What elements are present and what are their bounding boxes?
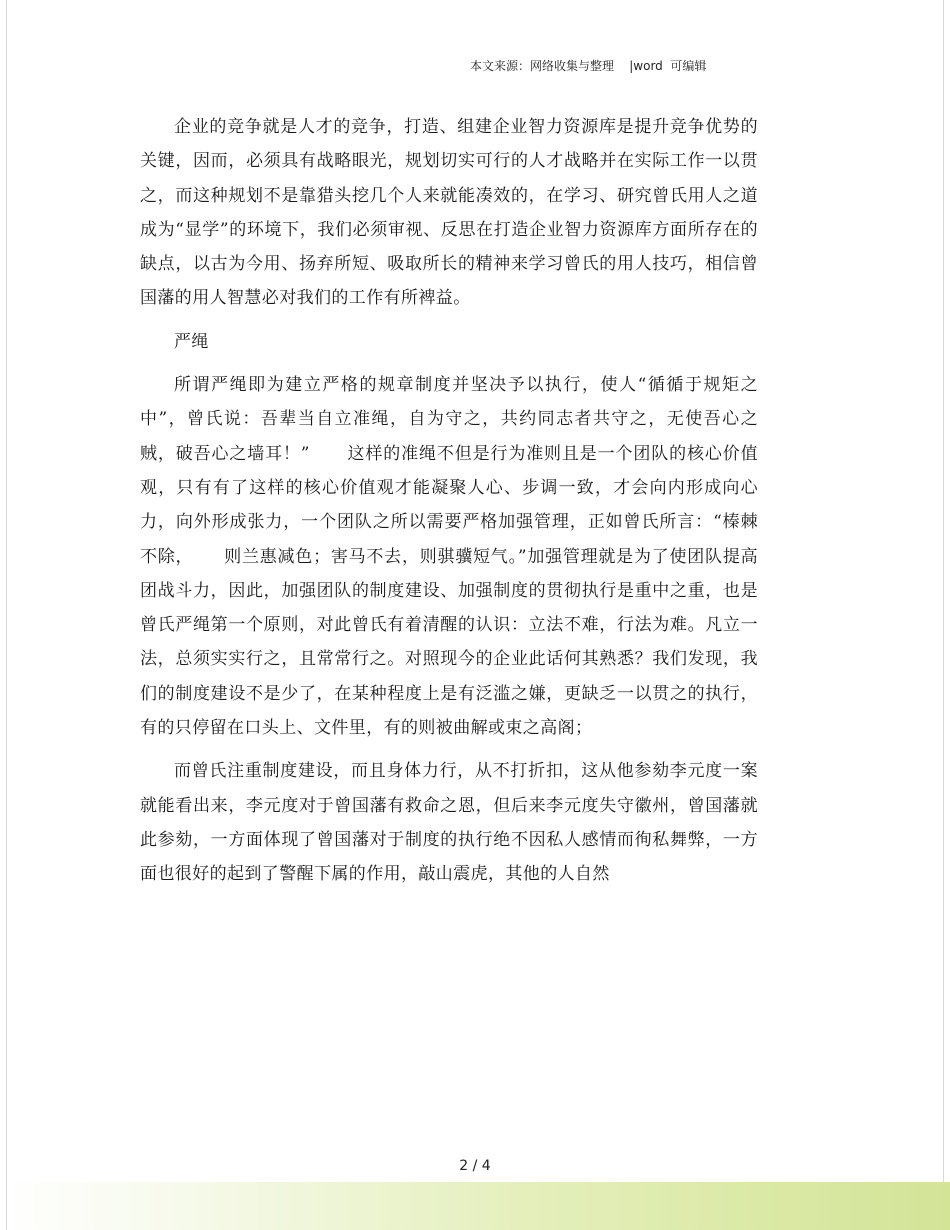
footer-decoration <box>0 1182 950 1230</box>
paragraph-yansheng: 所谓严绳即为建立严格的规章制度并坚决予以执行，使人“循循于规矩之中”，曾氏说：吾辈当自立准绳，自为守之，共约同志者共守之，无使吾心之贼，破吾心之墙耳！” 这样的准绳不但是行为准则且是一个团队的核心价值观，只有有了这样的核心价值观才能凝聚人心、步调一致，才会向内形成向心力，向外形成张力，一个团队之所以需要严格加强管理，正如曾氏所言：“榛棘不除， 则兰惠减色；害马不去，则骐骥短气。”加强管理就是为了使团队提高团战斗力，因此，加强团队的制度建设、加强制度的贯彻执行是重中之重，也是曾氏严绳第一个原则，对此曾氏有着清醒的认识：立法不难，行法为难。凡立一法，总须实实行之，且常常行之。对照现今的企业此话何其熟悉？我们发现，我们的制度建设不是少了，在某种程度上是有泛滥之嫌，更缺乏一以贯之的执行，有的只停留在口头上、文件里，有的则被曲解或束之高阁； <box>140 375 758 739</box>
source-note: 本文来源：网络收集与整理 |word 可编辑 <box>470 59 707 73</box>
page-edge-left <box>6 0 7 1230</box>
section-heading-yansheng: 严绳 <box>174 331 209 352</box>
page-edge-right <box>943 0 944 1230</box>
paragraph-li-yuandu: 而曾氏注重制度建设，而且身体力行，从不打折扣，这从他参劾李元度一案就能看出来，李元度对于曾国藩有救命之恩，但后来李元度失守徽州，曾国藩就此参劾，一方面体现了曾国藩对于制度的执行绝不因私人感情而徇私舞弊，一方面也很好的起到了警醒下属的作用，敲山震虎，其他的人自然 <box>140 761 758 885</box>
paragraph-intro: 企业的竞争就是人才的竞争，打造、组建企业智力资源库是提升竞争优势的关键，因而，必须具有战略眼光，规划切实可行的人才战略并在实际工作一以贯之，而这种规划不是靠猎头挖几个人来就能凑效的，在学习、研究曾氏用人之道成为“显学”的环境下，我们必须审视、反思在打造企业智力资源库方面所存在的缺点，以古为今用、扬弃所短、吸取所长的精神来学习曾氏的用人技巧，相信曾国藩的用人智慧必对我们的工作有所裨益。 <box>140 117 758 309</box>
document-body <box>140 110 758 892</box>
page-number: 2 / 4 <box>459 1158 491 1174</box>
